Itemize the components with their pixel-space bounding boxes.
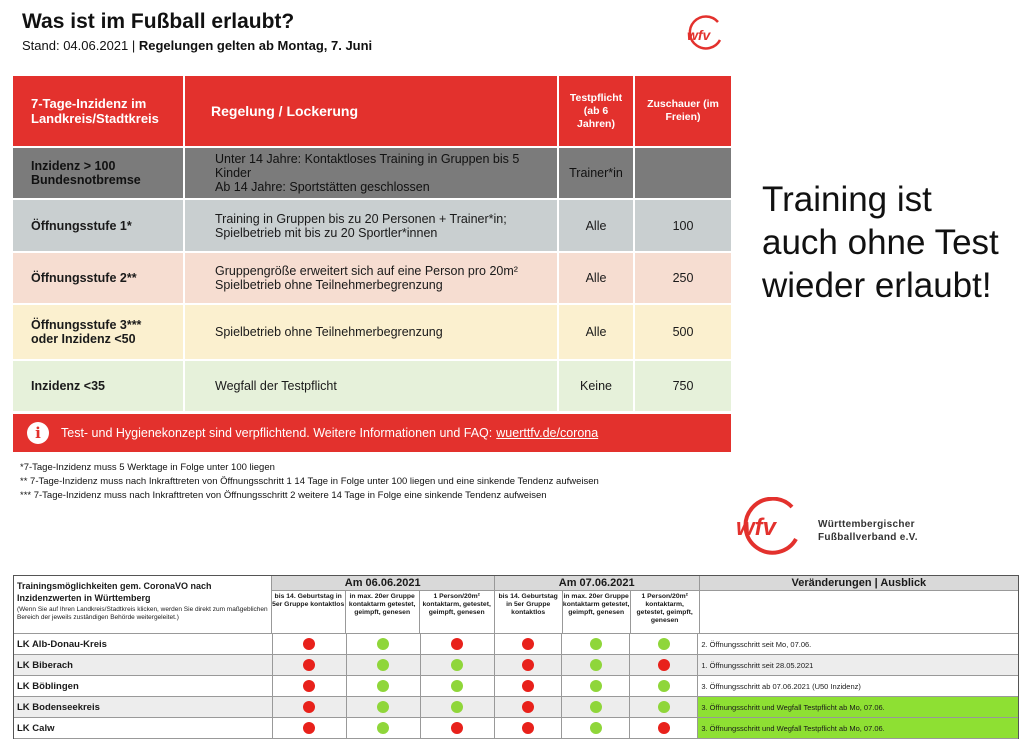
row-test: Alle xyxy=(559,253,635,303)
sub-header: in max. 20er Gruppe kontaktarm getestet, geimpft, genesen xyxy=(346,591,420,633)
status-cell xyxy=(562,634,630,654)
info-text: Test- und Hygienekonzept sind verpflichtend. Weitere Informationen und FAQ: xyxy=(61,426,493,440)
level-line: Öffnungsstufe 3*** xyxy=(31,318,142,332)
change-note: 2. Öffnungsschritt seit Mo, 07.06. xyxy=(701,639,812,649)
change-note: 1. Öffnungsschritt seit 28.05.2021 xyxy=(701,660,814,670)
status-dot xyxy=(303,701,315,713)
row-level: Inzidenz <35 xyxy=(13,361,185,411)
header-incidence: 7-Tage-Inzidenz im Landkreis/Stadtkreis xyxy=(13,76,185,146)
wfv-logo-small xyxy=(684,14,724,54)
status-cell xyxy=(273,697,347,717)
stand-date: Stand: 04.06.2021 | xyxy=(22,38,139,53)
row-level xyxy=(13,305,185,359)
rules-table-header xyxy=(13,76,731,148)
changes-header: Veränderungen | Ausblick xyxy=(700,576,1018,591)
rules-row xyxy=(13,200,731,253)
status-dot xyxy=(377,722,389,734)
status-dot xyxy=(451,638,463,650)
info-icon: i xyxy=(27,422,49,444)
status-dot xyxy=(377,638,389,650)
district-row xyxy=(14,655,1018,676)
status-dot xyxy=(590,680,602,692)
row-spectators: 100 xyxy=(672,218,694,233)
page-subtitle xyxy=(22,38,372,53)
row-test: Alle xyxy=(559,305,635,359)
status-cell xyxy=(495,697,563,717)
status-dot xyxy=(451,680,463,692)
district-link[interactable]: LK Alb-Donau-Kreis xyxy=(14,634,273,654)
status-dot xyxy=(522,680,534,692)
status-dot xyxy=(377,701,389,713)
rule-line: Training in Gruppen bis zu 20 Personen + Trainer*in; xyxy=(215,211,507,226)
status-dot xyxy=(658,680,670,692)
status-cell xyxy=(273,676,347,696)
row-spectators: 500 xyxy=(672,325,694,339)
page-title: Was ist im Fußball erlaubt? xyxy=(22,10,295,33)
status-dot xyxy=(451,659,463,671)
wfv-logo xyxy=(734,497,802,555)
status-dot xyxy=(377,680,389,692)
status-cell xyxy=(495,718,563,738)
note-line: wieder erlaubt! xyxy=(762,266,992,305)
status-cell xyxy=(630,676,698,696)
status-dot xyxy=(590,638,602,650)
row-level: Öffnungsstufe 2** xyxy=(13,253,185,303)
status-dot xyxy=(303,722,315,734)
district-link[interactable]: LK Bodenseekreis xyxy=(14,697,273,717)
valid-from: Regelungen gelten ab Montag, 7. Juni xyxy=(138,38,373,53)
status-cell xyxy=(630,634,698,654)
brand-line: Fußballverband e.V. xyxy=(818,532,918,543)
row-rule: Wegfall der Testpflicht xyxy=(185,361,559,411)
rules-row xyxy=(13,361,731,413)
status-cell xyxy=(421,676,495,696)
row-rule xyxy=(185,200,559,251)
status-cell xyxy=(347,697,421,717)
status-dot xyxy=(451,722,463,734)
title-line: Inzidenzwerten in Württemberg xyxy=(17,593,151,603)
status-dot xyxy=(451,701,463,713)
changes-header-cell xyxy=(700,576,1018,633)
sub-header: bis 14. Geburtstag in 5er Gruppe kontaktlos xyxy=(272,591,346,633)
status-cell xyxy=(347,655,421,675)
rule-line: Ab 14 Jahre: Sportstätten geschlossen xyxy=(215,180,430,194)
status-dot xyxy=(658,701,670,713)
row-rule: Spielbetrieb ohne Teilnehmerbegrenzung xyxy=(185,305,559,359)
status-cell xyxy=(562,718,630,738)
district-link[interactable]: LK Biberach xyxy=(14,655,273,675)
wfv-name xyxy=(818,518,918,544)
level-line: Bundesnotbremse xyxy=(31,173,141,187)
status-dot xyxy=(522,659,534,671)
header-spectators: Zuschauer (im Freien) xyxy=(647,98,719,123)
status-cell xyxy=(273,718,347,738)
corona-faq-link[interactable]: wuerttfv.de/corona xyxy=(496,426,599,440)
rule-line: Spielbetrieb ohne Teilnehmerbegrenzung xyxy=(215,278,443,292)
status-cell xyxy=(421,655,495,675)
status-cell xyxy=(347,676,421,696)
note-line: Training ist xyxy=(762,180,932,219)
training-note xyxy=(762,178,999,307)
sub-header: 1 Person/20m² kontaktarm, getestet, geimpft, genesen xyxy=(422,593,491,616)
status-dot xyxy=(590,659,602,671)
status-cell xyxy=(495,634,563,654)
sub-header: bis 14. Geburtstag in 5er Gruppe kontaktlos xyxy=(495,591,563,633)
header-test: Testpflicht (ab 6 Jahren) xyxy=(559,76,635,146)
status-cell xyxy=(273,655,347,675)
status-cell xyxy=(421,718,495,738)
rules-row xyxy=(13,148,731,200)
district-link[interactable]: LK Böblingen xyxy=(14,676,273,696)
status-dot xyxy=(522,701,534,713)
status-cell xyxy=(421,634,495,654)
footnote: *** 7-Tage-Inzidenz muss nach Inkrafttreten von Öffnungsschritt 2 weitere 14 Tage in Folge eine sinkende Tendenz aufweisen xyxy=(20,490,547,501)
change-note: 3. Öffnungsschritt und Wegfall Testpflicht ab Mo, 07.06. xyxy=(698,697,1018,717)
status-cell xyxy=(630,655,698,675)
rule-line: Gruppengröße erweitert sich auf eine Person pro 20m² xyxy=(215,264,518,278)
status-cell xyxy=(562,655,630,675)
rules-row xyxy=(13,305,731,361)
row-level xyxy=(13,148,185,198)
title-note: (Wenn Sie auf Ihren Landkreis/Stadtkreis klicken, werden Sie direkt zum maßgeblichen Bereich der jeweils zuständigen Behörde weitergeleitet.) xyxy=(17,606,268,621)
row-test: Trainer*in xyxy=(559,148,635,198)
sub-header: in max. 20er Gruppe kontaktarm getestet, geimpft, genesen xyxy=(563,591,631,633)
row-spectators: 750 xyxy=(672,379,694,393)
status-dot xyxy=(590,701,602,713)
row-test: Keine xyxy=(559,361,635,411)
row-spectators: 250 xyxy=(672,271,694,285)
status-dot xyxy=(522,722,534,734)
level-line: oder Inzidenz <50 xyxy=(31,332,136,346)
group-title: Am 07.06.2021 xyxy=(495,576,699,591)
status-dot xyxy=(590,722,602,734)
wfv-logo-text: wfv xyxy=(736,514,777,541)
status-dot xyxy=(303,638,315,650)
district-row xyxy=(14,634,1018,655)
status-cell xyxy=(630,718,698,738)
level-line: Inzidenz > 100 xyxy=(31,159,116,173)
status-cell xyxy=(273,634,347,654)
logo-small-text: wfv xyxy=(687,27,711,43)
rule-line: Spielbetrieb mit bis zu 20 Sportler*innen xyxy=(215,225,438,240)
status-cell xyxy=(562,697,630,717)
status-dot xyxy=(658,638,670,650)
status-cell xyxy=(347,634,421,654)
status-cell xyxy=(562,676,630,696)
footnotes xyxy=(20,461,599,503)
group-0606 xyxy=(272,576,495,633)
row-test: Alle xyxy=(559,200,635,251)
status-cell xyxy=(630,697,698,717)
brand-line: Württembergischer xyxy=(818,519,915,530)
status-cell xyxy=(347,718,421,738)
sub-header: 1 Person/20m² kontaktarm, getestet, geimpft, genesen xyxy=(636,593,693,624)
status-dot xyxy=(303,659,315,671)
change-note: 3. Öffnungsschritt und Wegfall Testpflicht ab Mo, 07.06. xyxy=(698,718,1018,738)
footnote: *7-Tage-Inzidenz muss 5 Werktage in Folge unter 100 liegen xyxy=(20,462,275,473)
title-line: Trainingsmöglichkeiten gem. CoronaVO nach xyxy=(17,581,212,591)
status-dot xyxy=(303,680,315,692)
rules-row xyxy=(13,253,731,305)
district-row xyxy=(14,718,1018,739)
rule-line: Unter 14 Jahre: Kontaktloses Training in Gruppen bis 5 Kinder xyxy=(215,152,520,180)
note-line: auch ohne Test xyxy=(762,223,999,262)
status-cell xyxy=(495,655,563,675)
district-row xyxy=(14,697,1018,718)
footnote: ** 7-Tage-Inzidenz muss nach Inkrafttreten von Öffnungsschritt 1 14 Tage in Folge unter 100 liegen und eine sinkende Tendenz aufweisen xyxy=(20,476,599,487)
status-dot xyxy=(658,659,670,671)
district-table xyxy=(13,575,1019,739)
district-table-title xyxy=(14,576,272,633)
status-cell xyxy=(421,697,495,717)
district-link[interactable]: LK Calw xyxy=(14,718,273,738)
group-title: Am 06.06.2021 xyxy=(272,576,494,591)
rules-table xyxy=(13,76,731,413)
info-bar xyxy=(13,414,731,452)
status-dot xyxy=(658,722,670,734)
row-level: Öffnungsstufe 1* xyxy=(13,200,185,251)
group-0706 xyxy=(495,576,700,633)
row-rule xyxy=(185,148,559,198)
status-dot xyxy=(377,659,389,671)
row-spectators xyxy=(635,148,731,198)
district-row xyxy=(14,676,1018,697)
row-rule xyxy=(185,253,559,303)
change-note: 3. Öffnungsschritt ab 07.06.2021 (U50 Inzidenz) xyxy=(701,681,861,691)
district-table-header xyxy=(14,576,1018,634)
header-rule: Regelung / Lockerung xyxy=(185,76,559,146)
status-dot xyxy=(522,638,534,650)
status-cell xyxy=(495,676,563,696)
